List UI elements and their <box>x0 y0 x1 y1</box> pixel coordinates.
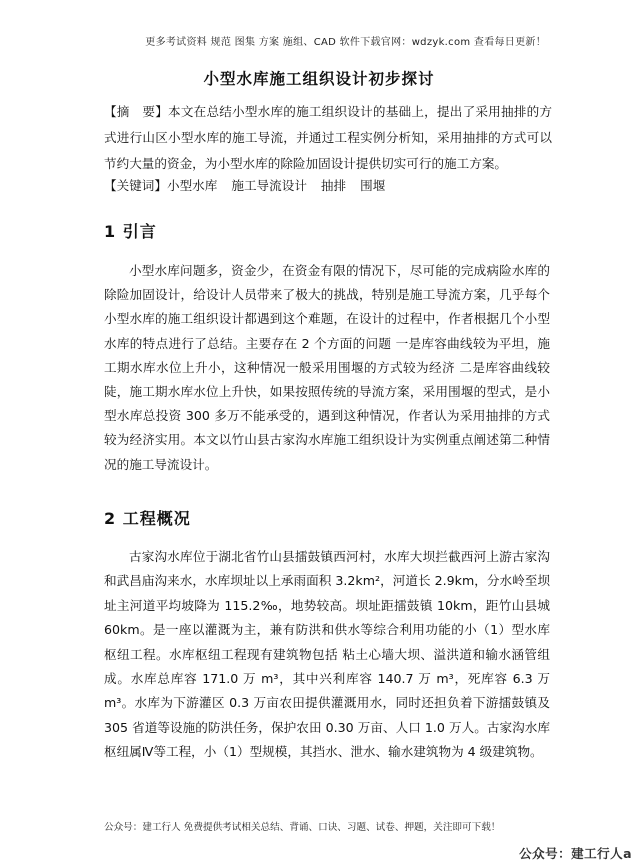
abstract-label: 【摘 要】 <box>104 104 169 119</box>
keyword-item: 围堰 <box>360 178 386 193</box>
document-title: 小型水库施工组织设计初步探讨 <box>203 70 435 88</box>
section-paragraph-project-overview: 古家沟水库位于湖北省竹山县擂鼓镇西河村，水库大坝拦截西河上游古家沟和武昌庙沟来水，水库坝址以上承雨面积 3.2km²，河道长 2.9km，分水岭至坝址主河道平均坡降为 115.2‰，地势较高。坝址距擂鼓镇 10km，距竹山县城 60km。是一座以灌溉为主，兼有防洪和供水等综合利用功能的小（1）型水库枢纽工程。水库枢纽工程现有建筑物包括 粘土心墙大坝、溢洪道和输水涵管组成。水库总库容 171.0 万 m³，其中兴利库容 140.7 万 m³，死库容 6.3 万 m³。水库为下游灌区 0.3 万亩农田提供灌溉用水，同时还担负着下游擂鼓镇及 305 省道等设施的防洪任务，保护农田 0.30 万亩、人口 1.0 万人。古家沟水库枢纽属Ⅳ等工程，小（1）型规模，其挡水、泄水、输水建筑物为 4 级建筑物。 <box>104 549 550 760</box>
section-paragraph-introduction: 小型水库问题多，资金少，在资金有限的情况下，尽可能的完成病险水库的除险加固设计，给设计人员带来了极大的挑战，特别是施工导流方案，几乎每个小型水库的施工组织设计都遇到这个难题，在设计的过程中，作者根据几个小型水库的特点进行了总结。主要存在 2 个方面的问题 一是库容曲线较为平坦，施工期水库水位上升小，这种情况一般采用围堰的方式较为经济 二是库容曲线较陡，施工期水库水位上升快，如果按照传统的导流方案，采用围堰的型式，是小型水库总投资 300 多万不能承受的，遇到这种情况，作者认为采用抽排的方式较为经济实用。本文以竹山县古家沟水库施工组织设计为实例重点阐述第二种情况的施工导流设计。 <box>104 263 550 472</box>
section-heading-project-overview: 2 工程概况 <box>104 509 191 528</box>
keywords-label: 【关键词】 <box>104 178 167 193</box>
keyword-item: 抽排 <box>320 178 347 193</box>
keywords <box>104 176 552 196</box>
keyword-item: 小型水库 <box>166 178 218 193</box>
section-heading-introduction: 1 引言 <box>104 222 157 241</box>
header-download-note: 更多考试资料 规范 图集 方案 施组、CAD 软件下载官网：wdzyk.com 查看每日更新！ <box>145 37 546 48</box>
footer-note: 公众号：建工行人 免费提供考试相关总结、背诵、口诀、习题、试卷、押题，关注即可下载！ <box>104 822 501 833</box>
abstract-text: 本文在总结小型水库的施工组织设计的基础上，提出了采用抽排的方式进行山区小型水库的施工导流，并通过工程实例分析知，采用抽排的方式可以节约大量的资金，为小型水库的除险加固设计提供切实可行的施工方案。 <box>104 104 553 171</box>
abstract <box>104 99 552 177</box>
keyword-item: 施工导流设计 <box>231 178 307 193</box>
watermark: 公众号：建工行人a <box>519 846 632 861</box>
